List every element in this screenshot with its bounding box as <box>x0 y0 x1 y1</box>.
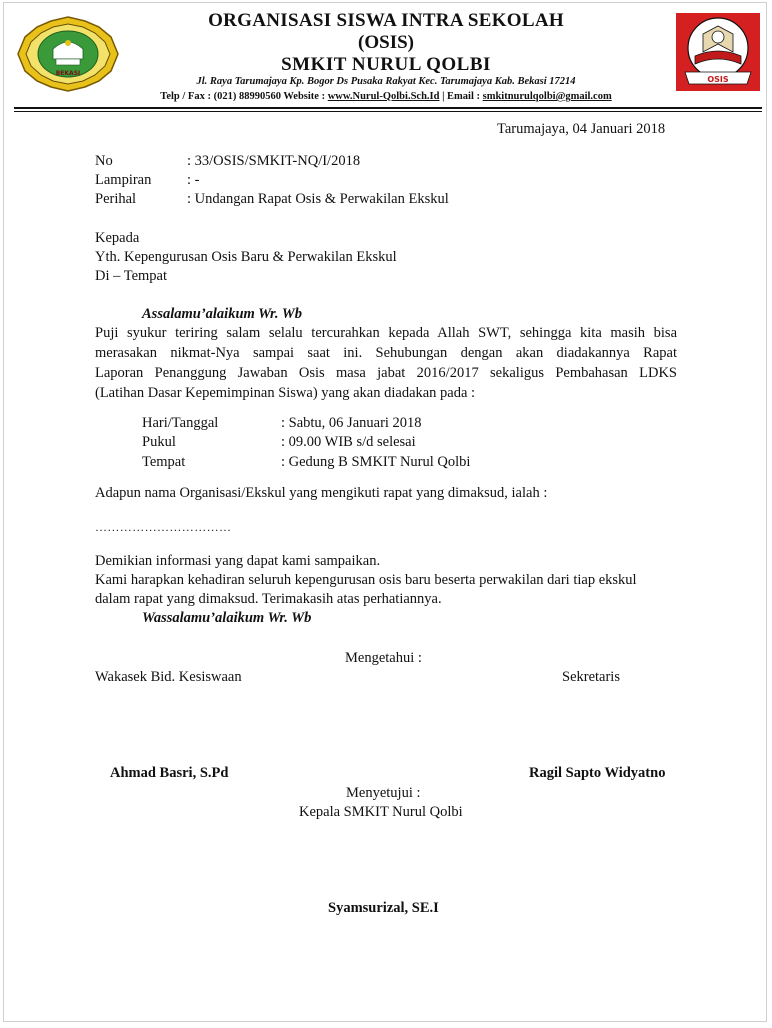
org-contact <box>0 91 772 102</box>
logo-left-text: BEKASI <box>55 70 81 77</box>
recipient-line1: Kepada <box>95 230 140 246</box>
contact-separator: | Email : <box>439 91 483 102</box>
meta-value-attachment: : - <box>187 172 200 188</box>
contact-prefix: Telp / Fax : (021) 88990560 Website : <box>160 91 328 102</box>
body-line-2: merasakan nikmat-Nya sampai saat ini. Sehubungan dengan akan diadakannya Rapat <box>95 345 677 361</box>
closing-line-1: Demikian informasi yang dapat kami sampaikan. <box>95 553 381 569</box>
farewell: Wassalamu’alaikum Wr. Wb <box>142 610 312 626</box>
event-label-place: Tempat <box>142 454 186 470</box>
organization-placeholder-dots: …………………………… <box>95 520 232 534</box>
head-signatory-title: Kepala SMKIT Nurul Qolbi <box>299 804 463 820</box>
body-line-4: (Latihan Dasar Kepemimpinan Siswa) yang akan diadakan pada : <box>95 385 476 401</box>
logo-right-text: OSIS <box>707 75 729 84</box>
org-address: Jl. Raya Tarumajaya Kp. Bogor Ds Pusaka Rakyat Kec. Tarumajaya Kab. Bekasi 17214 <box>196 76 576 87</box>
event-value-date: : Sabtu, 06 Januari 2018 <box>281 415 422 431</box>
event-label-date: Hari/Tanggal <box>142 415 219 431</box>
recipient-line3: Di – Tempat <box>95 268 168 284</box>
organization-intro: Adapun nama Organisasi/Ekskul yang mengikuti rapat yang dimaksud, ialah : <box>95 485 548 501</box>
event-value-place: : Gedung B SMKIT Nurul Qolbi <box>281 454 471 470</box>
event-value-time: : 09.00 WIB s/d selesai <box>281 434 416 450</box>
meta-label-number: No <box>95 153 113 169</box>
approved-label: Menyetujui : <box>346 785 421 801</box>
letter-date: Tarumajaya, 04 Januari 2018 <box>497 121 666 137</box>
left-signatory-name: Ahmad Basri, S.Pd <box>110 765 229 781</box>
website-link[interactable]: www.Nurul-Qolbi.Sch.Id <box>327 91 440 102</box>
closing-line-3: dalam rapat yang dimaksud. Terimakasih atas perhatiannya. <box>95 591 442 607</box>
left-signatory-title: Wakasek Bid. Kesiswaan <box>95 669 242 685</box>
org-name-line1: ORGANISASI SISWA INTRA SEKOLAH <box>208 10 564 31</box>
header-rule-thin <box>14 111 762 112</box>
body-line-1: Puji syukur teriring salam selalu tercurahkan kepada Allah SWT, sehingga kita masih bisa <box>95 325 677 341</box>
letter-page <box>3 2 767 1022</box>
recipient-line2: Yth. Kepengurusan Osis Baru & Perwakilan Ekskul <box>95 249 397 265</box>
email-link[interactable]: smkitnurulqolbi@gmail.com <box>482 91 612 102</box>
event-label-time: Pukul <box>142 434 176 450</box>
body-line-3: Laporan Penanggung Jawaban Osis masa jabat 2016/2017 sekaligus Pembahasan LDKS <box>95 365 677 381</box>
greeting: Assalamu’alaikum Wr. Wb <box>142 306 302 322</box>
meta-value-subject: : Undangan Rapat Osis & Perwakilan Ekskul <box>187 191 449 207</box>
acknowledged-label: Mengetahui : <box>345 650 422 666</box>
closing-line-2: Kami harapkan kehadiran seluruh kepengurusan osis baru beserta perwakilan dari tiap ekskul <box>95 572 637 588</box>
meta-label-subject: Perihal <box>95 191 137 207</box>
right-signatory-name: Ragil Sapto Widyatno <box>529 765 666 781</box>
meta-value-number: : 33/OSIS/SMKIT-NQ/I/2018 <box>187 153 361 169</box>
head-signatory-name: Syamsurizal, SE.I <box>328 900 439 916</box>
meta-label-attachment: Lampiran <box>95 172 152 188</box>
org-name-line2: (OSIS) <box>358 32 414 53</box>
right-signatory-title: Sekretaris <box>562 669 620 685</box>
org-name-line3: SMKIT NURUL QOLBI <box>281 54 491 75</box>
header-rule-thick <box>14 107 762 109</box>
